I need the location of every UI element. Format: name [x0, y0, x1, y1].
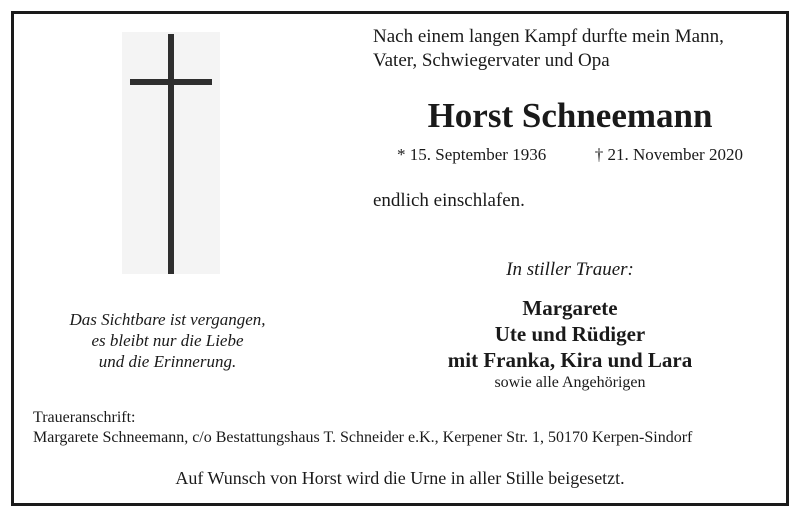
life-dates	[370, 144, 770, 166]
address-text: Margarete Schneemann, c/o Bestattungshaus T. Schneider e.K., Kerpener Str. 1, 50170 Kerpen-Sindorf	[33, 429, 693, 446]
funeral-note: Auf Wunsch von Horst wird die Urne in aller Stille beigesetzt.	[175, 468, 625, 488]
birth-date: * 15. September 1936	[397, 145, 547, 164]
closing-text: endlich einschlafen.	[373, 190, 525, 211]
relatives-note: sowie alle Angehörigen	[494, 374, 646, 391]
death-date: † 21. November 2020	[594, 145, 743, 164]
quote-line-3: und die Erinnerung.	[98, 352, 237, 371]
quote-line-1: Das Sichtbare ist vergangen,	[69, 310, 266, 329]
memorial-quote	[40, 309, 295, 372]
intro-text	[373, 25, 773, 73]
mourner-name: mit Franka, Kira und Lara	[447, 348, 693, 372]
deceased-name: Horst Schneemann	[427, 96, 713, 135]
mourner-name: Margarete	[522, 296, 618, 320]
mourners-list	[370, 295, 770, 373]
mourner-name: Ute und Rüdiger	[494, 322, 646, 346]
cross-vertical-beam	[168, 34, 174, 274]
address-label: Traueranschrift:	[33, 409, 136, 426]
cross-horizontal-beam	[130, 79, 212, 85]
mourning-heading: In stiller Trauer:	[506, 259, 634, 280]
quote-line-2: es bleibt nur die Liebe	[91, 331, 244, 350]
intro-line-2: Vater, Schwiegervater und Opa	[373, 50, 610, 71]
intro-line-1: Nach einem langen Kampf durfte mein Mann,	[373, 26, 724, 47]
